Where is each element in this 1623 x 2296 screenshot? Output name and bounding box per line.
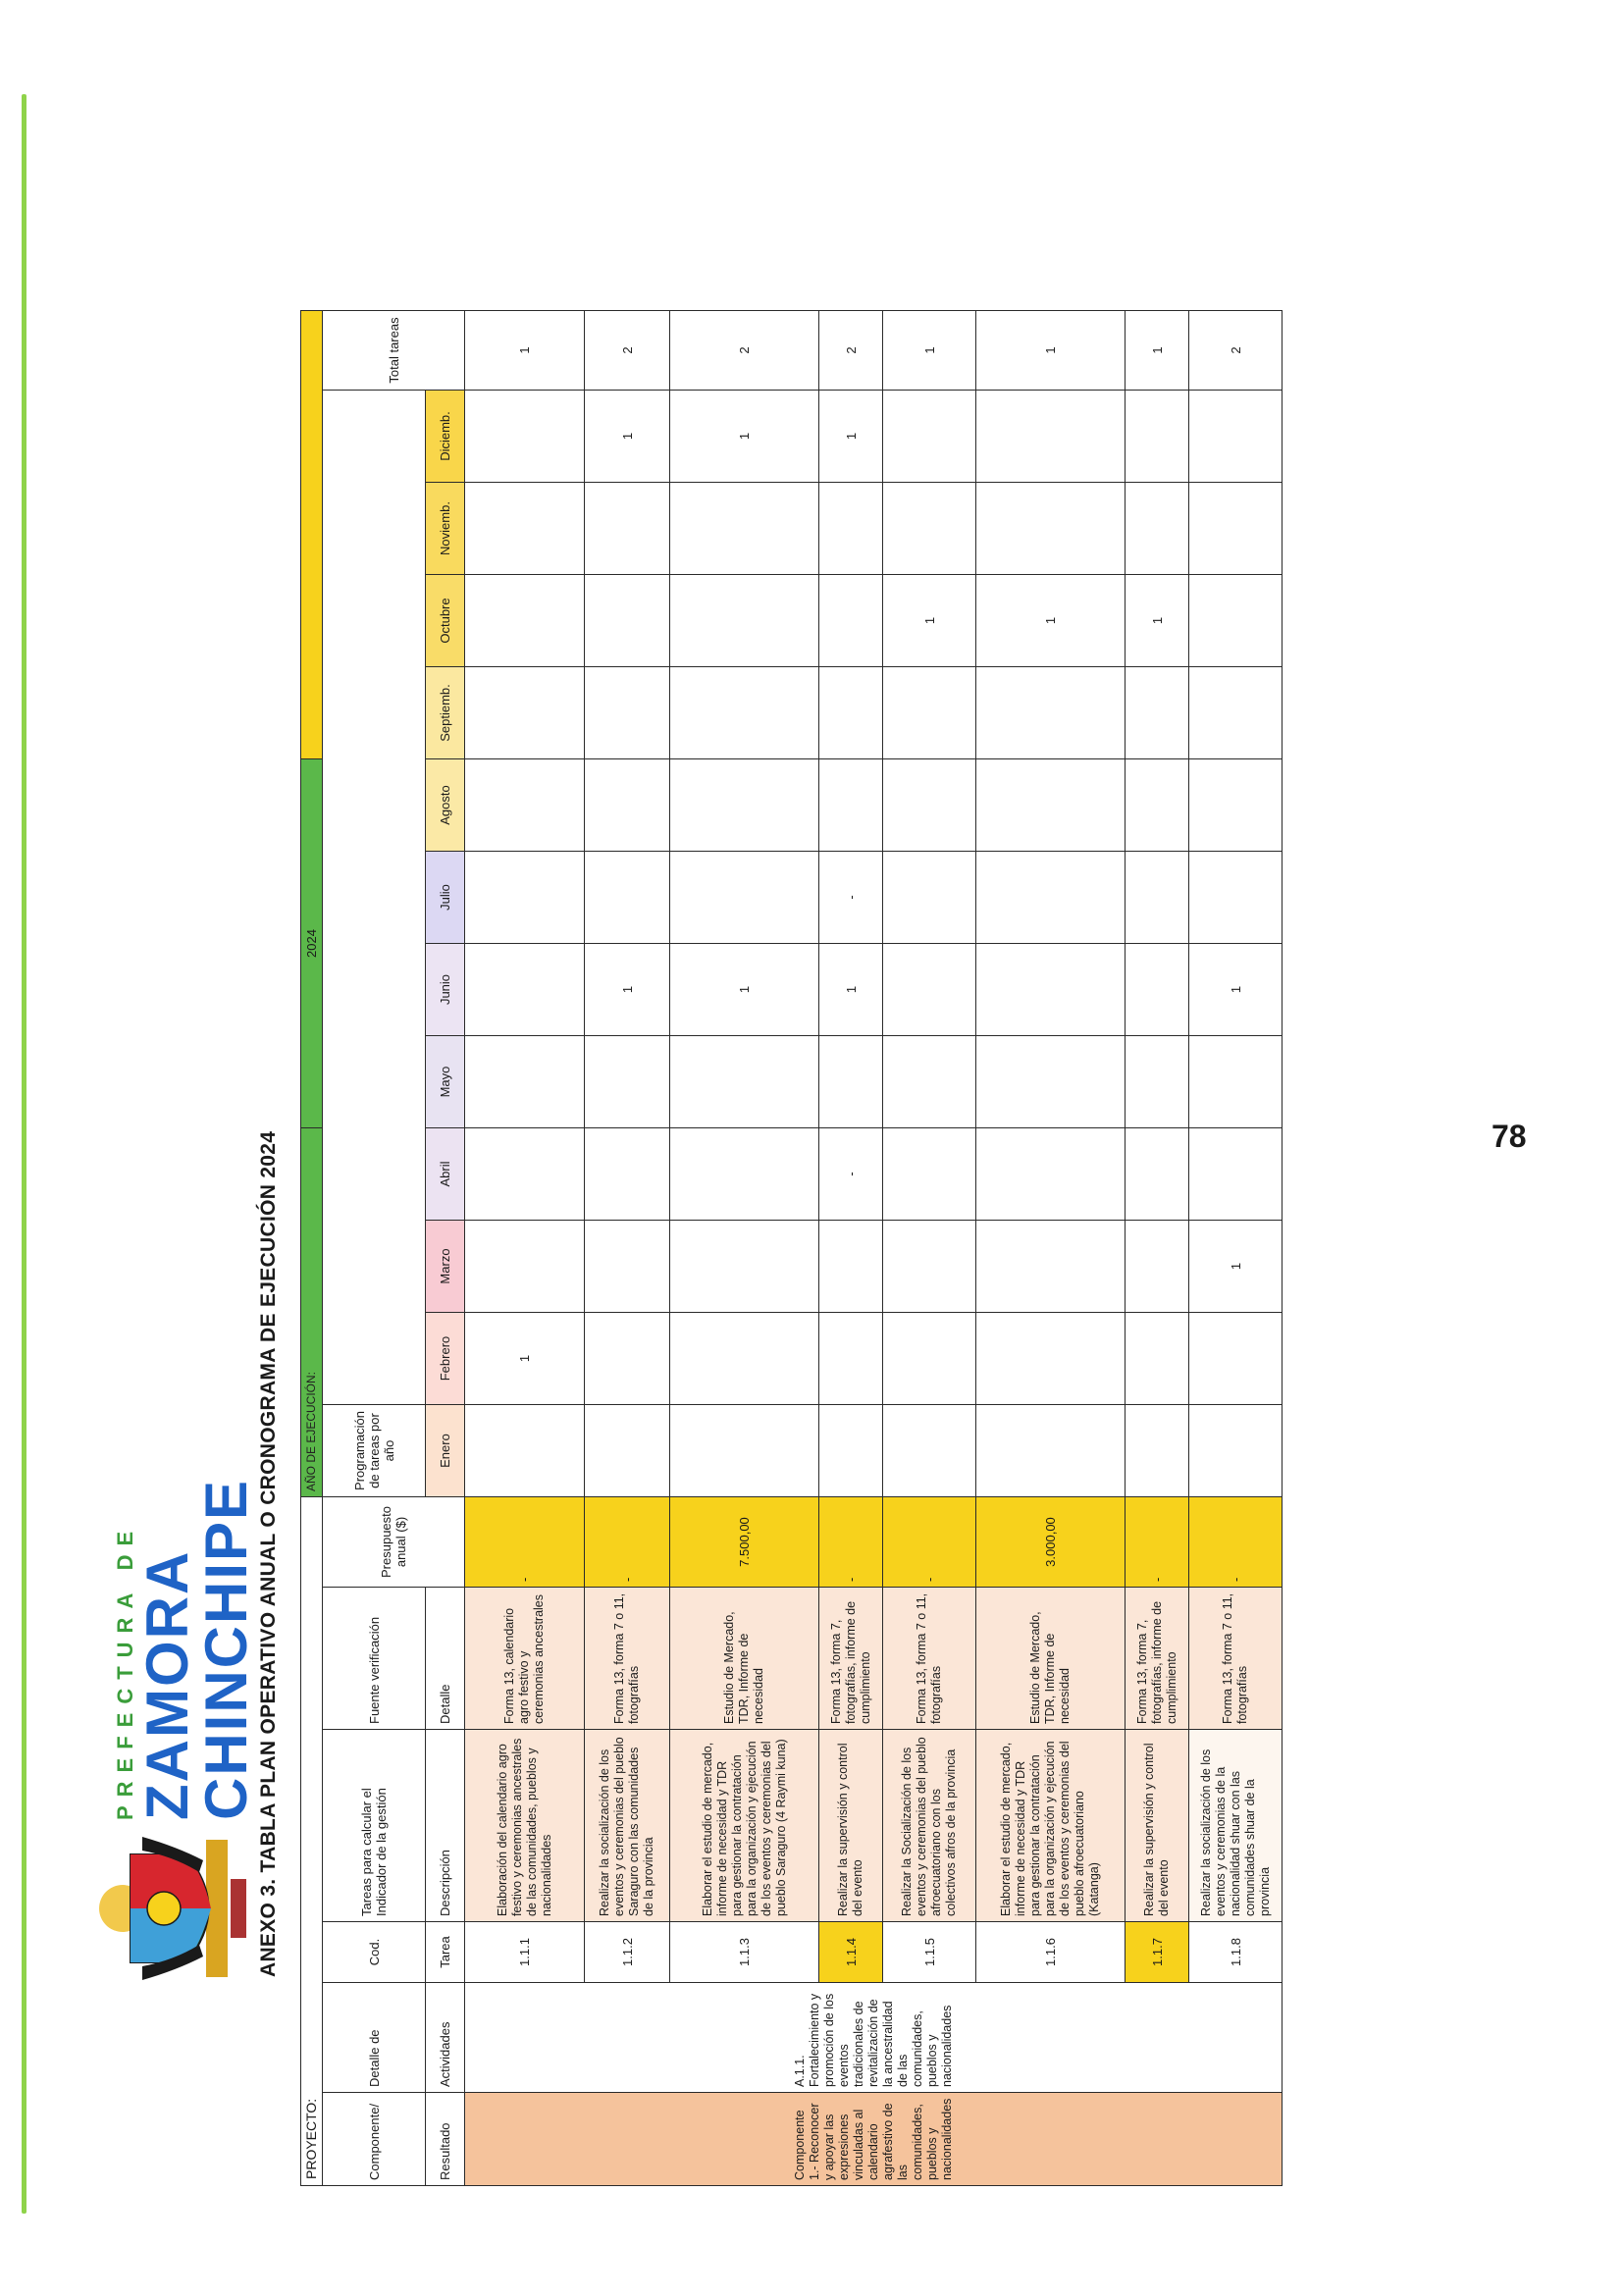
- task-presupuesto: 3.000,00: [976, 1497, 1126, 1588]
- componente-cell: Componente 1.- Reconocer y apoyar las expresiones vinculadas al calendario agrafestivo de las comunidades, pueblos y nacionalidades: [465, 2093, 1283, 2186]
- month-cell: [1126, 1036, 1189, 1128]
- month-cell: 1: [819, 944, 883, 1036]
- month-cell: [670, 1405, 819, 1497]
- month-cell: [1189, 852, 1283, 944]
- month-cell: [1126, 1128, 1189, 1221]
- month-cell: [465, 483, 585, 575]
- task-code: 1.1.6: [976, 1922, 1126, 1983]
- month-cell: [465, 1221, 585, 1313]
- month-header-4: Mayo: [426, 1036, 465, 1128]
- month-cell: [883, 1405, 976, 1497]
- coat-of-arms-icon: [93, 1835, 255, 1982]
- header-total: Total tareas: [323, 311, 465, 391]
- task-total: 1: [976, 311, 1126, 391]
- month-cell: [1126, 483, 1189, 575]
- task-total: 2: [1189, 311, 1283, 391]
- month-cell: [976, 1128, 1126, 1221]
- month-header-8: Septiemb.: [426, 667, 465, 759]
- task-row: [670, 311, 819, 2186]
- task-fuente: Forma 13, forma 7, fotografías, informe de cumplimiento: [819, 1588, 883, 1730]
- month-cell: 1: [1189, 944, 1283, 1036]
- anio-ejecucion-label: AÑO DE EJECUCIÓN:: [301, 1128, 323, 1497]
- task-description: Realizar la supervisión y control del evento: [819, 1730, 883, 1922]
- month-cell: [883, 667, 976, 759]
- logo-text: [113, 1478, 259, 1820]
- document-title: ANEXO 3. TABLA PLAN OPERATIVO ANUAL O CRONOGRAMA DE EJECUCIÓN 2024: [257, 1130, 280, 1977]
- month-cell: 1: [670, 391, 819, 483]
- header-detalle: Detalle: [426, 1588, 465, 1730]
- month-cell: [1189, 391, 1283, 483]
- task-total: 2: [670, 311, 819, 391]
- month-cell: [976, 483, 1126, 575]
- month-cell: [883, 483, 976, 575]
- month-cell: [1189, 667, 1283, 759]
- month-cell: [819, 1221, 883, 1313]
- month-cell: [1189, 1036, 1283, 1128]
- month-header-6: Julio: [426, 852, 465, 944]
- month-cell: [819, 483, 883, 575]
- month-cell: [976, 944, 1126, 1036]
- month-cell: [1126, 759, 1189, 852]
- month-cell: [585, 1313, 670, 1405]
- month-cell: [883, 1128, 976, 1221]
- month-cell: [976, 1313, 1126, 1405]
- month-cell: [883, 1036, 976, 1128]
- month-cell: [976, 1036, 1126, 1128]
- proyecto-label: PROYECTO:: [301, 1497, 323, 2186]
- month-cell: [819, 1405, 883, 1497]
- task-row: [1189, 311, 1283, 2186]
- month-cell: 1: [585, 944, 670, 1036]
- month-cell: [976, 391, 1126, 483]
- header-tarea: Tarea: [426, 1922, 465, 1983]
- task-total: 1: [1126, 311, 1189, 391]
- month-cell: [1126, 667, 1189, 759]
- month-cell: [883, 759, 976, 852]
- month-cell: [465, 575, 585, 667]
- task-code: 1.1.1: [465, 1922, 585, 1983]
- month-cell: 1: [819, 391, 883, 483]
- month-header-9: Octubre: [426, 575, 465, 667]
- logo-line-zamora: ZAMORA: [134, 1549, 200, 1820]
- month-cell: [819, 1036, 883, 1128]
- task-fuente: Forma 13, forma 7 o 11, fotografías: [585, 1588, 670, 1730]
- task-row: [883, 311, 976, 2186]
- task-fuente: Forma 13, forma 7 o 11, fotografías: [1189, 1588, 1283, 1730]
- task-description: Realizar la supervisión y control del evento: [1126, 1730, 1189, 1922]
- task-total: 2: [819, 311, 883, 391]
- task-total: 2: [585, 311, 670, 391]
- task-description: Realizar la Socialización de los eventos y ceremonias del pueblo afroecuatoriano con los colectivos afros de la provincia: [883, 1730, 976, 1922]
- month-cell: [1189, 575, 1283, 667]
- month-cell: [883, 852, 976, 944]
- month-cell: [465, 759, 585, 852]
- task-description: Elaborar el estudio de mercado, informe de necesidad y TDR para gestionar la contratación para la organización y ejecución de los eventos y ceremonias del pueblo Saraguro (4 Raymi kuna): [670, 1730, 819, 1922]
- task-row: [976, 311, 1126, 2186]
- task-description: Elaborar el estudio de mercado, informe de necesidad y TDR para gestionar la contratación para la organización y ejecución de los eventos y ceremonias del pueblo afroecuatoriano (Katanga): [976, 1730, 1126, 1922]
- month-cell: [670, 759, 819, 852]
- month-header-5: Junio: [426, 944, 465, 1036]
- month-cell: [1126, 1313, 1189, 1405]
- header-tareas: Tareas para calcular el Indicador de la gestión: [323, 1730, 426, 1922]
- task-fuente: Forma 13, forma 7 o 11, fotografías: [883, 1588, 976, 1730]
- anio-header-fill: [301, 311, 323, 759]
- month-cell: [883, 1313, 976, 1405]
- month-cell: 1: [670, 944, 819, 1036]
- month-cell: [976, 1221, 1126, 1313]
- month-cell: [1126, 391, 1189, 483]
- month-cell: [465, 944, 585, 1036]
- month-cell: [1189, 1405, 1283, 1497]
- month-header-3: Abril: [426, 1128, 465, 1221]
- month-cell: -: [819, 1128, 883, 1221]
- month-cell: [819, 759, 883, 852]
- task-code: 1.1.5: [883, 1922, 976, 1983]
- task-presupuesto: -: [883, 1497, 976, 1588]
- header-detalle-de: Detalle de: [323, 1983, 426, 2093]
- month-cell: [585, 575, 670, 667]
- task-presupuesto: -: [465, 1497, 585, 1588]
- month-cell: [585, 759, 670, 852]
- task-code: 1.1.4: [819, 1922, 883, 1983]
- month-header-2: Marzo: [426, 1221, 465, 1313]
- month-cell: [670, 667, 819, 759]
- month-cell: 1: [1126, 575, 1189, 667]
- month-cell: [883, 1221, 976, 1313]
- logo-line-chinchipe: CHINCHIPE: [193, 1478, 259, 1820]
- month-cell: 1: [585, 391, 670, 483]
- month-cell: [465, 1036, 585, 1128]
- task-fuente: Estudio de Mercado, TDR, Informe de necesidad: [976, 1588, 1126, 1730]
- month-cell: [585, 852, 670, 944]
- month-cell: -: [819, 852, 883, 944]
- month-cell: [585, 1405, 670, 1497]
- task-row: [819, 311, 883, 2186]
- task-presupuesto: -: [585, 1497, 670, 1588]
- month-cell: [465, 667, 585, 759]
- task-row: [585, 311, 670, 2186]
- header-presupuesto: Presupuesto anual ($): [323, 1497, 465, 1588]
- header-programacion: Programación de tareas por año: [323, 1405, 426, 1497]
- actividad-cell: A.1.1. Fortalecimiento y promoción de los eventos tradicionales de revitalización de la ancestralidad de las comunidades, pueblos y nacionalidades: [465, 1983, 1283, 2093]
- month-cell: [670, 852, 819, 944]
- month-cell: [1126, 1405, 1189, 1497]
- header-resultado: Resultado: [426, 2093, 465, 2186]
- header-programacion-blank: [323, 391, 426, 1405]
- task-presupuesto: -: [1189, 1497, 1283, 1588]
- task-total: 1: [883, 311, 976, 391]
- logo-prefix: PREFECTURA DE: [113, 1522, 137, 1820]
- month-cell: [465, 391, 585, 483]
- month-header-1: Febrero: [426, 1313, 465, 1405]
- month-cell: [976, 852, 1126, 944]
- prefectura-logo: [93, 1236, 260, 1982]
- anio-ejecucion-value: 2024: [301, 759, 323, 1128]
- task-code: 1.1.3: [670, 1922, 819, 1983]
- month-cell: [1189, 483, 1283, 575]
- task-presupuesto: -: [1126, 1497, 1189, 1588]
- task-code: 1.1.8: [1189, 1922, 1283, 1983]
- month-cell: [465, 1405, 585, 1497]
- header-actividades: Actividades: [426, 1983, 465, 2093]
- task-description: Realizar la socialización de los eventos y ceremonias del pueblo Saraguro con las comunidades de la provincia: [585, 1730, 670, 1922]
- month-cell: [1126, 944, 1189, 1036]
- task-fuente: Estudio de Mercado, TDR, Informe de necesidad: [670, 1588, 819, 1730]
- month-cell: 1: [465, 1313, 585, 1405]
- month-cell: [585, 1221, 670, 1313]
- task-description: Realizar la socialización de los eventos y ceremonias de la nacionalidad shuar con las comunidades shuar de la provincia: [1189, 1730, 1283, 1922]
- month-cell: [670, 1036, 819, 1128]
- plan-operativo-table: [300, 310, 1283, 2186]
- month-cell: 1: [883, 575, 976, 667]
- month-cell: [670, 1313, 819, 1405]
- month-cell: [819, 575, 883, 667]
- task-code: 1.1.2: [585, 1922, 670, 1983]
- month-cell: [670, 575, 819, 667]
- task-row: [1126, 311, 1189, 2186]
- month-cell: [585, 1128, 670, 1221]
- month-header-0: Enero: [426, 1405, 465, 1497]
- month-cell: [465, 852, 585, 944]
- header-fuente: Fuente verificación: [323, 1588, 426, 1730]
- task-presupuesto: -: [819, 1497, 883, 1588]
- task-presupuesto: 7.500,00: [670, 1497, 819, 1588]
- month-cell: 1: [976, 575, 1126, 667]
- header-componente: Componente/: [323, 2093, 426, 2186]
- month-header-10: Noviemb.: [426, 483, 465, 575]
- task-fuente: Forma 13, forma 7, fotografías, informe de cumplimiento: [1126, 1588, 1189, 1730]
- month-cell: [883, 944, 976, 1036]
- month-cell: [585, 667, 670, 759]
- header-cod: Cod.: [323, 1922, 426, 1983]
- month-cell: [670, 483, 819, 575]
- task-code: 1.1.7: [1126, 1922, 1189, 1983]
- month-cell: [465, 1128, 585, 1221]
- month-cell: [1189, 1313, 1283, 1405]
- month-header-11: Diciemb.: [426, 391, 465, 483]
- month-header-7: Agosto: [426, 759, 465, 852]
- header-descripcion: Descripción: [426, 1730, 465, 1922]
- month-cell: [670, 1128, 819, 1221]
- month-cell: [585, 483, 670, 575]
- month-cell: [1189, 1128, 1283, 1221]
- month-cell: [1126, 1221, 1189, 1313]
- month-cell: 1: [1189, 1221, 1283, 1313]
- month-cell: [585, 1036, 670, 1128]
- task-row: [465, 311, 585, 2186]
- month-cell: [976, 667, 1126, 759]
- month-cell: [819, 1313, 883, 1405]
- month-cell: [670, 1221, 819, 1313]
- task-total: 1: [465, 311, 585, 391]
- month-cell: [976, 759, 1126, 852]
- month-cell: [883, 391, 976, 483]
- month-cell: [1189, 759, 1283, 852]
- month-cell: [1126, 852, 1189, 944]
- month-cell: [819, 667, 883, 759]
- month-cell: [976, 1405, 1126, 1497]
- task-fuente: Forma 13, calendario agro festivo y ceremonias ancestrales: [465, 1588, 585, 1730]
- page-number: 78: [1492, 1119, 1527, 1154]
- task-description: Elaboración del calendario agro festivo y ceremonias ancestrales de las comunidades, pueblos y nacionalidades: [465, 1730, 585, 1922]
